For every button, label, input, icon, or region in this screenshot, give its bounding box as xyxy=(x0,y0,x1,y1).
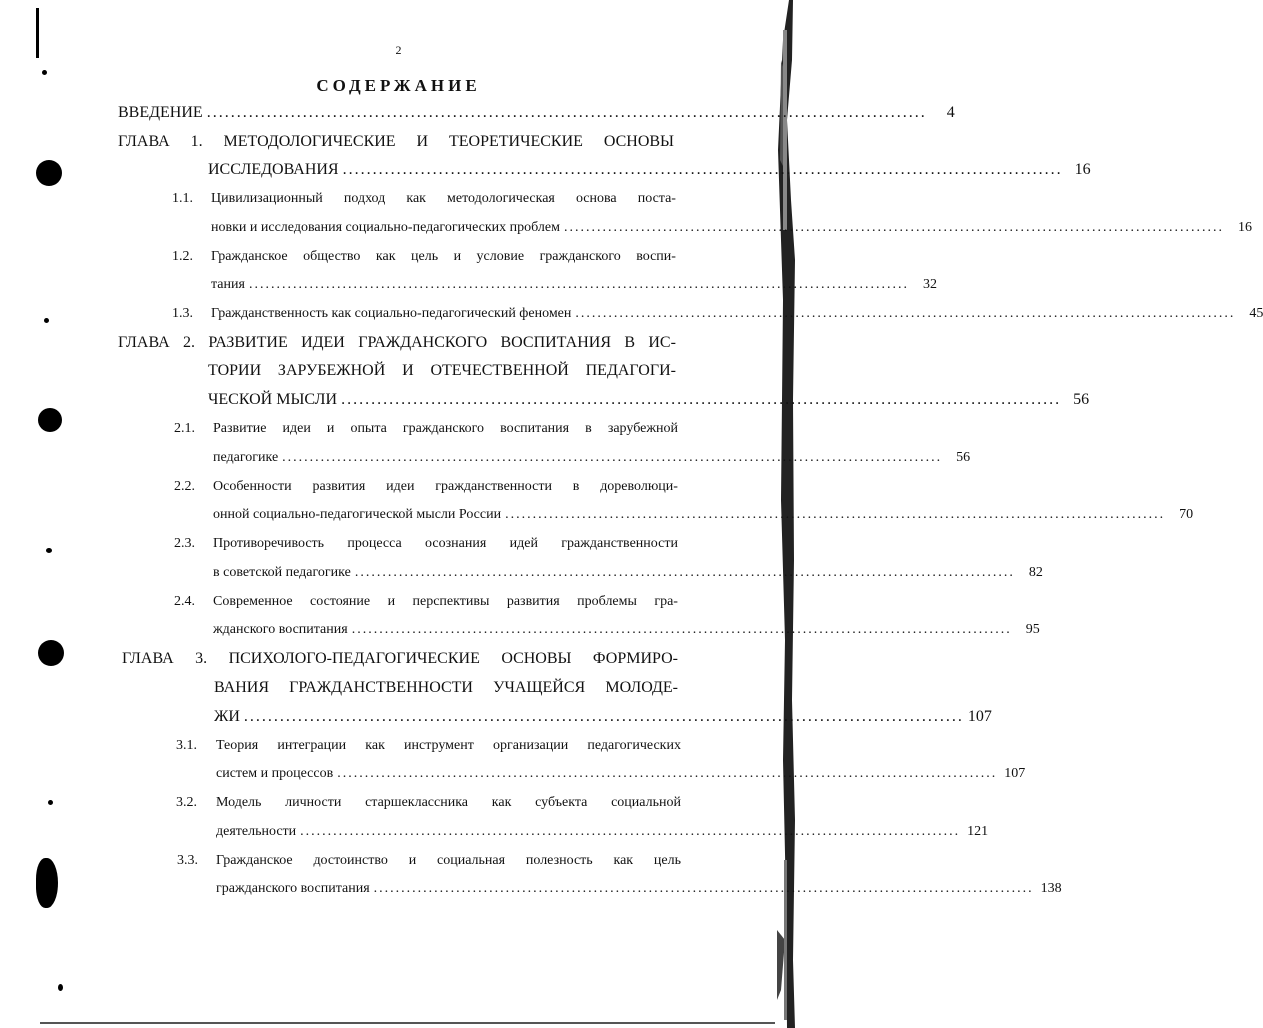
word: МОЛОДЕ- xyxy=(605,679,678,696)
word: И xyxy=(402,362,414,379)
section-number: 3.3. xyxy=(177,853,198,868)
toc-section-2-1-cont[interactable] xyxy=(213,447,971,469)
toc-section-2-3[interactable] xyxy=(213,533,678,555)
word: УЧАЩЕЙСЯ xyxy=(493,679,586,696)
scan-edge-bottom xyxy=(40,1022,780,1024)
word: гражданского xyxy=(402,421,485,436)
word: ВОСПИТАНИЯ xyxy=(500,334,611,351)
leader-dots: ........................................................................................................................ xyxy=(243,708,964,725)
word: идеи xyxy=(282,421,311,436)
word: цель xyxy=(411,249,439,264)
entry-page: 4 xyxy=(946,104,955,121)
toc-chapter-3[interactable] xyxy=(122,648,678,670)
leader-dots: ........................................................................................................................ xyxy=(351,622,1012,637)
entry-title: ИССЛЕДОВАНИЯ xyxy=(208,161,339,178)
word: зарубежной xyxy=(607,421,678,436)
entry-title: тания xyxy=(211,277,245,292)
word: развития xyxy=(506,594,560,609)
toc-section-3-2-cont[interactable] xyxy=(216,821,989,843)
punch-hole xyxy=(38,408,62,432)
word: опыта xyxy=(350,421,387,436)
word: как xyxy=(406,191,426,206)
word: проблемы xyxy=(577,594,637,609)
leader-dots: ........................................................................................................................ xyxy=(248,277,909,292)
section-number: 1.3. xyxy=(172,306,193,321)
word: в xyxy=(572,479,580,494)
toc-section-1-1[interactable] xyxy=(211,188,676,210)
word: Развитие xyxy=(213,421,267,436)
word: ПСИХОЛОГО-ПЕДАГОГИЧЕСКИЕ xyxy=(228,650,480,667)
toc-chapter-2-cont[interactable] xyxy=(208,389,1090,411)
leader-dots: ........................................................................................................................ xyxy=(505,507,1166,522)
word: ГЛАВА xyxy=(118,334,170,351)
word: ГЛАВА xyxy=(122,650,174,667)
entry-title: систем и процессов xyxy=(216,766,334,781)
word: старшеклассника xyxy=(365,795,469,810)
entry-page: 138 xyxy=(1040,881,1062,896)
toc-chapter-1-cont[interactable] xyxy=(208,159,1091,181)
word: Модель xyxy=(216,795,262,810)
word: социальной xyxy=(611,795,681,810)
word: ГРАЖДАНСКОГО xyxy=(358,334,488,351)
word: Особенности xyxy=(213,479,292,494)
leader-dots: ........................................................................................................................ xyxy=(282,450,943,465)
section-number: 3.2. xyxy=(176,795,197,810)
word: основа xyxy=(575,191,617,206)
word: инструмент xyxy=(404,738,474,753)
word: гражданственности xyxy=(435,479,552,494)
toc-entry-intro[interactable] xyxy=(118,102,955,124)
entry-page: 107 xyxy=(967,708,992,725)
word: ИС- xyxy=(648,334,676,351)
toc-chapter-2-line2[interactable] xyxy=(208,360,676,382)
word: и xyxy=(326,421,335,436)
leader-dots: ........................................................................................................................ xyxy=(354,565,1015,580)
entry-title: онной социально-педагогической мысли России xyxy=(213,507,502,522)
word: идей xyxy=(509,536,538,551)
leader-dots: ........................................................................................................................ xyxy=(206,104,927,121)
entry-page: 121 xyxy=(967,824,989,839)
word: как xyxy=(491,795,512,810)
entry-title: гражданского воспитания xyxy=(216,881,370,896)
leader-dots: ........................................................................................................................ xyxy=(373,881,1034,896)
word: социальная xyxy=(437,853,506,868)
word: Современное xyxy=(213,594,293,609)
word: ЗАРУБЕЖНОЙ xyxy=(277,362,386,379)
word: субъекта xyxy=(535,795,588,810)
entry-title: ВВЕДЕНИЕ xyxy=(118,104,203,121)
word: педагогических xyxy=(587,738,681,753)
word: гра- xyxy=(654,594,678,609)
word: осознания xyxy=(425,536,487,551)
entry-title: педагогике xyxy=(213,450,279,465)
section-number: 2.2. xyxy=(174,479,195,494)
entry-page: 56 xyxy=(956,450,971,465)
toc-section-3-1-cont[interactable] xyxy=(216,763,1026,785)
word: как xyxy=(613,853,634,868)
entry-page: 82 xyxy=(1028,565,1043,580)
toc-chapter-2[interactable] xyxy=(118,332,676,354)
word: как xyxy=(365,738,385,753)
word: идеи xyxy=(386,479,415,494)
word: Гражданское xyxy=(216,853,293,868)
entry-title: ЖИ xyxy=(214,708,240,725)
section-number: 2.3. xyxy=(174,536,195,551)
entry-title: в советской педагогике xyxy=(213,565,351,580)
word: ПЕДАГОГИ- xyxy=(585,362,676,379)
leader-dots: ........................................................................................................................ xyxy=(341,391,1062,408)
toc-title: СОДЕРЖАНИЕ xyxy=(316,76,481,95)
punch-hole xyxy=(36,858,58,908)
leader-dots: ........................................................................................................................ xyxy=(342,161,1063,178)
entry-page: 56 xyxy=(1073,391,1090,408)
word: Гражданское xyxy=(211,249,288,264)
toc-section-2-1[interactable] xyxy=(213,418,678,440)
word: в xyxy=(585,421,592,436)
word: ГЛАВА xyxy=(118,133,170,150)
word: 3. xyxy=(195,650,208,667)
word: воспи- xyxy=(636,249,676,264)
word: ИДЕИ xyxy=(301,334,345,351)
word: ОСНОВЫ xyxy=(501,650,572,667)
word: гражданственности xyxy=(561,536,678,551)
entry-page: 95 xyxy=(1025,622,1040,637)
word: гражданского xyxy=(539,249,621,264)
word: МЕТОДОЛОГИЧЕСКИЕ xyxy=(223,133,396,150)
page-number: 2 xyxy=(395,43,402,57)
word: процесса xyxy=(347,536,402,551)
toc-section-3-3-cont[interactable] xyxy=(216,878,1062,900)
word: ОТЕЧЕСТВЕННОЙ xyxy=(430,362,569,379)
toc-section-1-2-cont[interactable] xyxy=(211,274,937,296)
toc-chapter-3-cont[interactable] xyxy=(214,706,992,728)
entry-page: 45 xyxy=(1249,306,1263,321)
speck xyxy=(58,984,63,991)
word: ФОРМИРО- xyxy=(592,650,678,667)
word: ТЕОРЕТИЧЕСКИЕ xyxy=(448,133,583,150)
toc-section-1-2[interactable] xyxy=(211,246,676,268)
section-number: 2.4. xyxy=(174,594,195,609)
word: развития xyxy=(312,479,366,494)
word: общество xyxy=(303,249,361,264)
word: ТОРИИ xyxy=(208,362,262,379)
word: цель xyxy=(653,853,681,868)
entry-title: ЧЕСКОЙ МЫСЛИ xyxy=(208,391,338,408)
word: Теория xyxy=(216,738,259,753)
toc-section-3-3[interactable] xyxy=(216,850,681,872)
toc-section-2-4-cont[interactable] xyxy=(213,619,1040,641)
entry-title: деятельности xyxy=(216,824,297,839)
toc-section-1-3[interactable] xyxy=(211,303,1263,325)
toc-section-2-3-cont[interactable] xyxy=(213,562,1043,584)
toc-section-1-1-cont[interactable] xyxy=(211,217,1252,239)
word: организации xyxy=(493,738,569,753)
leader-dots: ........................................................................................................................ xyxy=(300,824,961,839)
leader-dots: ........................................................................................................................ xyxy=(564,220,1224,235)
entry-page: 70 xyxy=(1179,507,1194,522)
word: И xyxy=(416,133,429,150)
section-number: 3.1. xyxy=(176,738,197,753)
entry-title: новки и исследования социально-педагогических проблем xyxy=(211,220,560,235)
word: полезность xyxy=(525,853,593,868)
word: подход xyxy=(343,191,386,206)
word: 1. xyxy=(190,133,203,150)
word: и xyxy=(408,853,417,868)
toc-section-2-2[interactable] xyxy=(213,476,678,498)
toc-chapter-1[interactable] xyxy=(118,131,674,153)
word: условие xyxy=(476,249,525,264)
word: ВАНИЯ xyxy=(214,679,269,696)
word: и xyxy=(387,594,396,609)
word: В xyxy=(624,334,635,351)
entry-page: 107 xyxy=(1004,766,1026,781)
speck xyxy=(48,800,53,805)
leader-dots: ........................................................................................................................ xyxy=(575,306,1236,321)
word: ОСНОВЫ xyxy=(603,133,674,150)
entry-title: жданского воспитания xyxy=(213,622,348,637)
section-number: 1.2. xyxy=(172,249,193,264)
entry-page: 16 xyxy=(1238,220,1252,235)
word: воспитания xyxy=(500,421,570,436)
word: личности xyxy=(285,795,342,810)
punch-hole xyxy=(38,640,64,666)
toc-chapter-3-line2[interactable] xyxy=(214,677,678,699)
section-number: 1.1. xyxy=(172,191,193,206)
toc-section-2-4[interactable] xyxy=(213,591,678,613)
word: методологическая xyxy=(447,191,555,206)
word: Противоречивость xyxy=(213,536,325,551)
speck xyxy=(44,318,49,323)
word: ГРАЖДАНСТВЕННОСТИ xyxy=(289,679,473,696)
word: и xyxy=(453,249,462,264)
leader-dots: ........................................................................................................................ xyxy=(337,766,998,781)
entry-page: 16 xyxy=(1074,161,1091,178)
word: поста- xyxy=(637,191,676,206)
speck xyxy=(46,548,52,553)
word: Цивилизационный xyxy=(211,191,323,206)
word: состояние xyxy=(310,594,371,609)
word: достоинство xyxy=(313,853,388,868)
word: 2. xyxy=(183,334,196,351)
word: дореволюци- xyxy=(600,479,678,494)
word: интеграции xyxy=(277,738,347,753)
speck xyxy=(42,70,47,75)
toc-section-3-1[interactable] xyxy=(216,735,681,757)
section-number: 2.1. xyxy=(174,421,195,436)
toc-section-3-2[interactable] xyxy=(216,792,681,814)
word: РАЗВИТИЕ xyxy=(208,334,288,351)
toc-section-2-2-cont[interactable] xyxy=(213,504,1194,526)
entry-page: 32 xyxy=(922,277,937,292)
word: как xyxy=(375,249,396,264)
punch-hole xyxy=(36,160,62,186)
word: перспективы xyxy=(412,594,490,609)
entry-title: Гражданственность как социально-педагогический феномен xyxy=(211,306,572,321)
